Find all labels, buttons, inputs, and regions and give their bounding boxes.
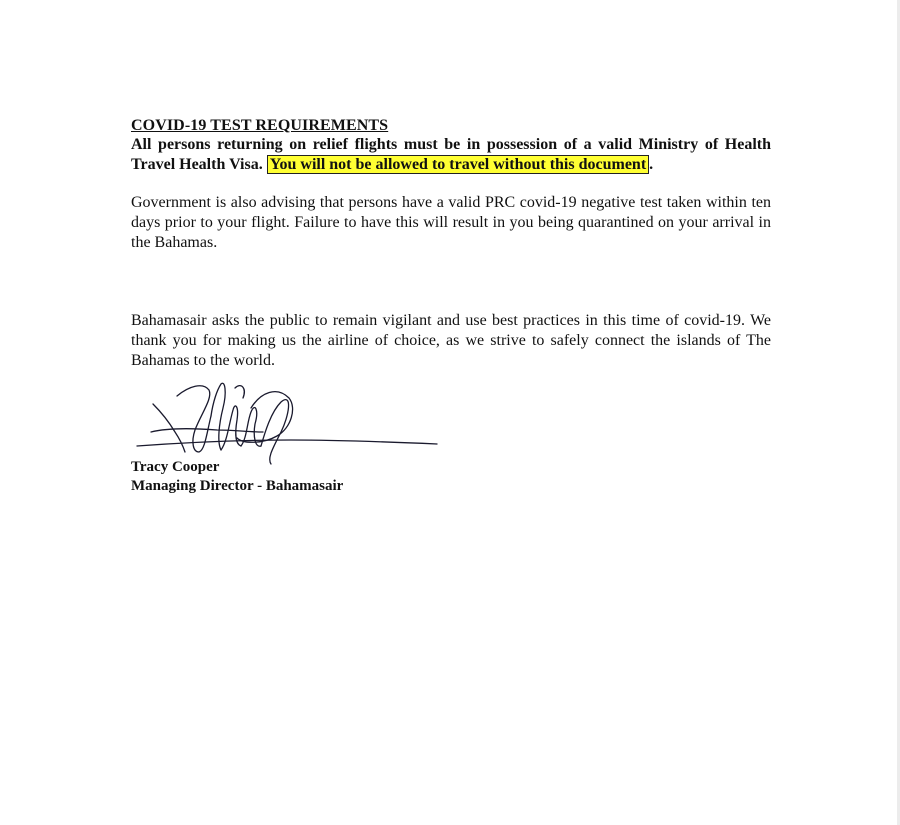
section-heading: COVID-19 TEST REQUIREMENTS — [131, 117, 389, 134]
closing-paragraph: Bahamasair asks the public to remain vigilant and use best practices in this time of covid-19. We thank you for making us the airline of choice, as we strive to safely connect the islands of The Bahamas to the world. — [131, 312, 771, 369]
handwritten-signature — [131, 372, 451, 467]
signatory-name: Tracy Cooper — [131, 459, 220, 475]
notice-lead: All persons returning on relief flights must be in possession of a valid Ministry of Health Travel Health Visa. — [131, 136, 771, 173]
signature-block — [131, 372, 451, 502]
travel-visa-notice — [131, 135, 771, 175]
notice-end: . — [649, 156, 654, 173]
testing-paragraph: Government is also advising that persons have a valid PRC covid-19 negative test taken within ten days prior to your flight. Failure to have this will result in you being quarantined on your arrival in the Bahamas. — [131, 194, 771, 251]
signatory-title: Managing Director - Bahamasair — [131, 478, 344, 494]
notice-highlight: You will not be allowed to travel without this document — [267, 155, 649, 174]
letter-body — [131, 117, 771, 371]
